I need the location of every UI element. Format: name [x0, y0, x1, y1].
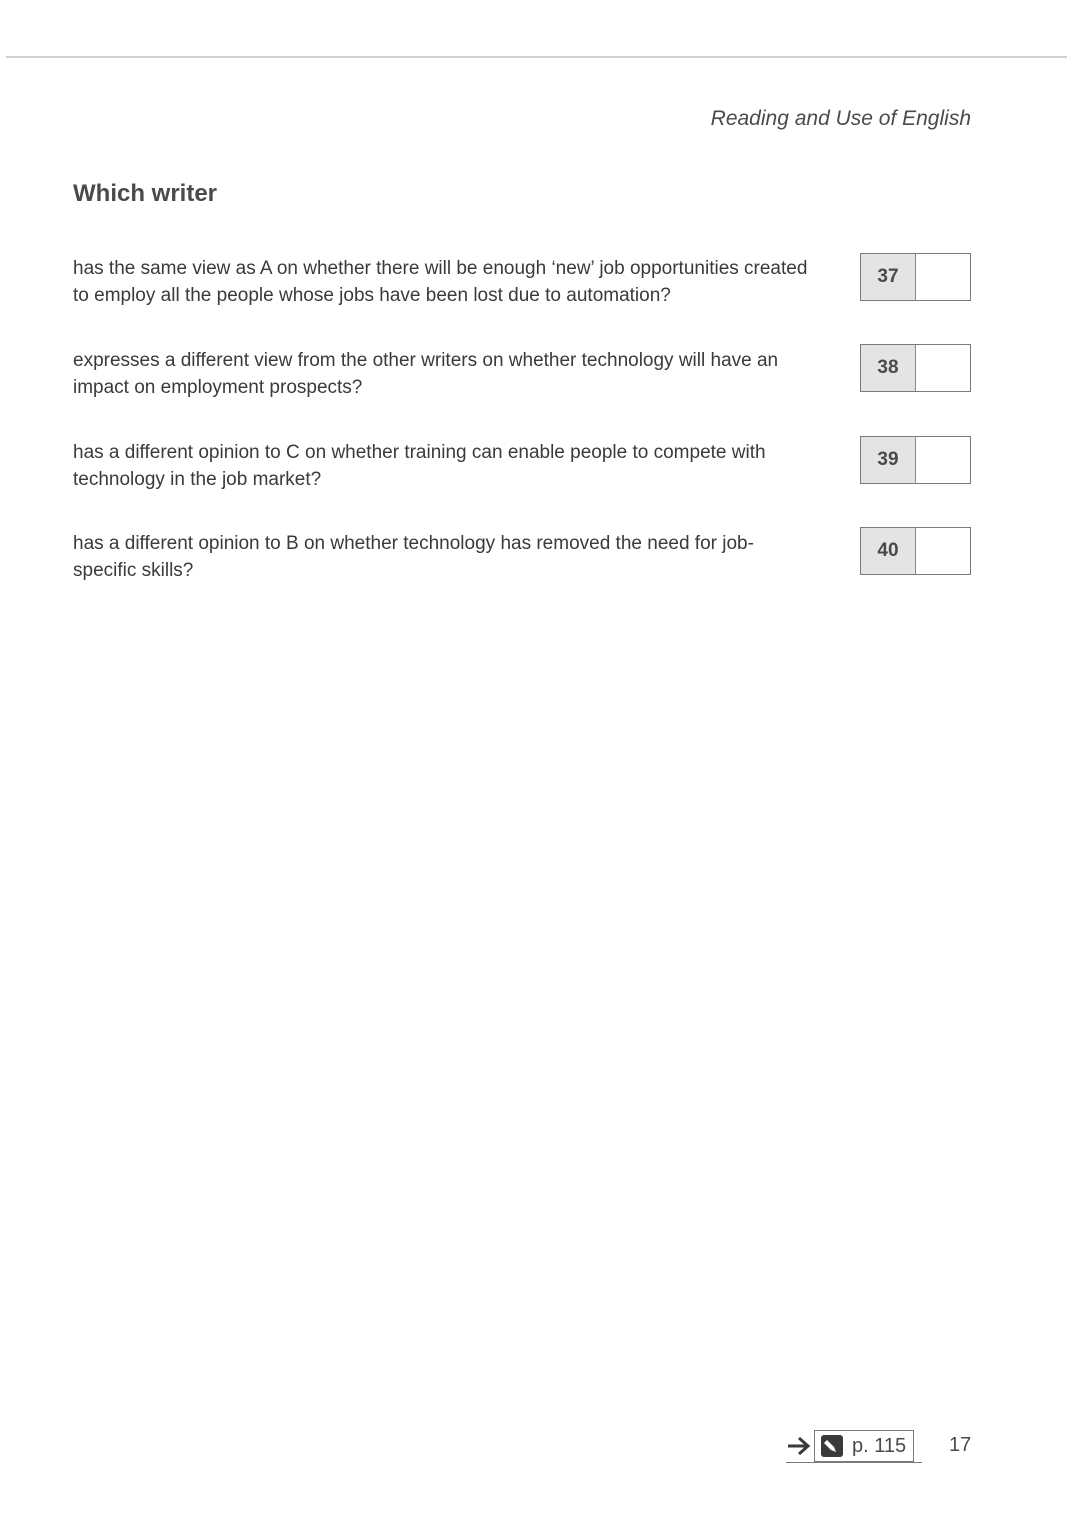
answer-field-37[interactable] [916, 254, 970, 300]
question-text-38: expresses a different view from the other writers on whether technology will have an impact on employment prospects? [73, 350, 779, 398]
page-number: 17 [949, 1434, 972, 1456]
arrow-right-icon [786, 1434, 812, 1458]
answer-box-40 [860, 527, 971, 575]
question-text-40: has a different opinion to B on whether technology has removed the need for job-specific skills? [73, 533, 754, 581]
answer-box-39 [860, 436, 971, 484]
answer-field-40[interactable] [916, 528, 970, 574]
task-heading: Which writer [73, 180, 218, 207]
answer-box-37 [860, 253, 971, 301]
footer-underline [786, 1462, 922, 1463]
question-text-37: has the same view as A on whether there will be enough ‘new’ job opportunities created to employ all the people whose jobs have been lost due to automation? [73, 258, 808, 306]
question-number: 40 [861, 528, 916, 574]
question-number: 38 [861, 345, 916, 391]
exam-tip-icon [821, 1435, 843, 1457]
section-header: Reading and Use of English [710, 107, 971, 130]
reference-text: p. 115 [852, 1434, 907, 1457]
top-divider [6, 56, 1067, 58]
page-reference[interactable] [786, 1428, 914, 1464]
question-number: 39 [861, 437, 916, 483]
answer-field-38[interactable] [916, 345, 970, 391]
reference-box[interactable] [814, 1430, 914, 1462]
answer-box-38 [860, 344, 971, 392]
question-text-39: has a different opinion to C on whether training can enable people to compete with technology in the job market? [73, 442, 766, 490]
answer-field-39[interactable] [916, 437, 970, 483]
question-number: 37 [861, 254, 916, 300]
